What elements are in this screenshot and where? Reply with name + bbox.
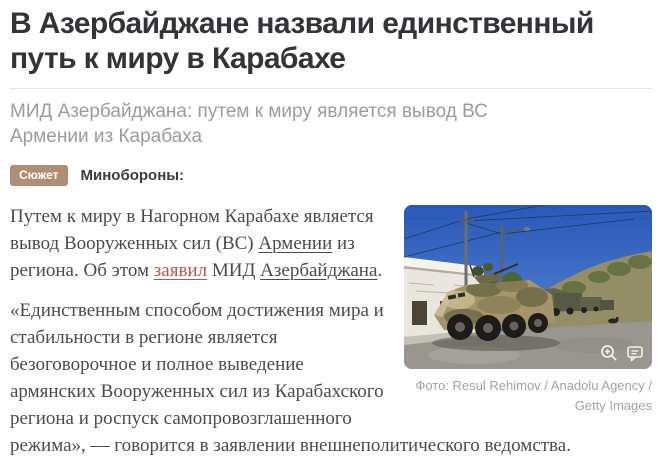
- divider: [10, 88, 652, 89]
- body-text: .: [377, 260, 383, 281]
- link-source-statement[interactable]: заявил: [153, 260, 208, 281]
- body-text: МИД: [207, 260, 261, 281]
- zoom-in-icon[interactable]: [599, 343, 619, 363]
- body-text: Путем к миру в Нагорном Карабахе является вывод Вооруженных сил (ВС): [10, 206, 374, 254]
- article-body: [10, 203, 652, 459]
- photo-credit: Фото: Resul Rehimov / Anadolu Agency / Getty Images: [415, 378, 652, 413]
- topic-row: [10, 165, 652, 186]
- link-armenia[interactable]: Армении: [258, 233, 333, 254]
- link-azerbaijan[interactable]: Азербайджана: [260, 260, 378, 281]
- article-photo[interactable]: [404, 205, 652, 369]
- topic-badge[interactable]: Сюжет: [10, 165, 68, 186]
- comments-icon[interactable]: [625, 343, 645, 363]
- subheadline: МИД Азербайджана: путем к миру является вывод ВС Армении из Карабаха: [10, 101, 488, 147]
- photo-actions: [599, 343, 645, 363]
- page-title: В Азербайджане назвали единственный путь к миру в Карабахе: [10, 7, 594, 75]
- topic-link[interactable]: Минобороны:: [80, 167, 185, 184]
- body-text: «Единственным способом достижения мира и стабильности в регионе является безоговорочное и полное выведение армянских Вооруженных сил из Карабахского региона и роспуск самопровозглашенного режима», — говорится в заявлении внешнеполитического ведомства.: [10, 300, 571, 456]
- article-photo-figure: [404, 205, 652, 416]
- body-text: из региона. Об этом: [10, 233, 355, 281]
